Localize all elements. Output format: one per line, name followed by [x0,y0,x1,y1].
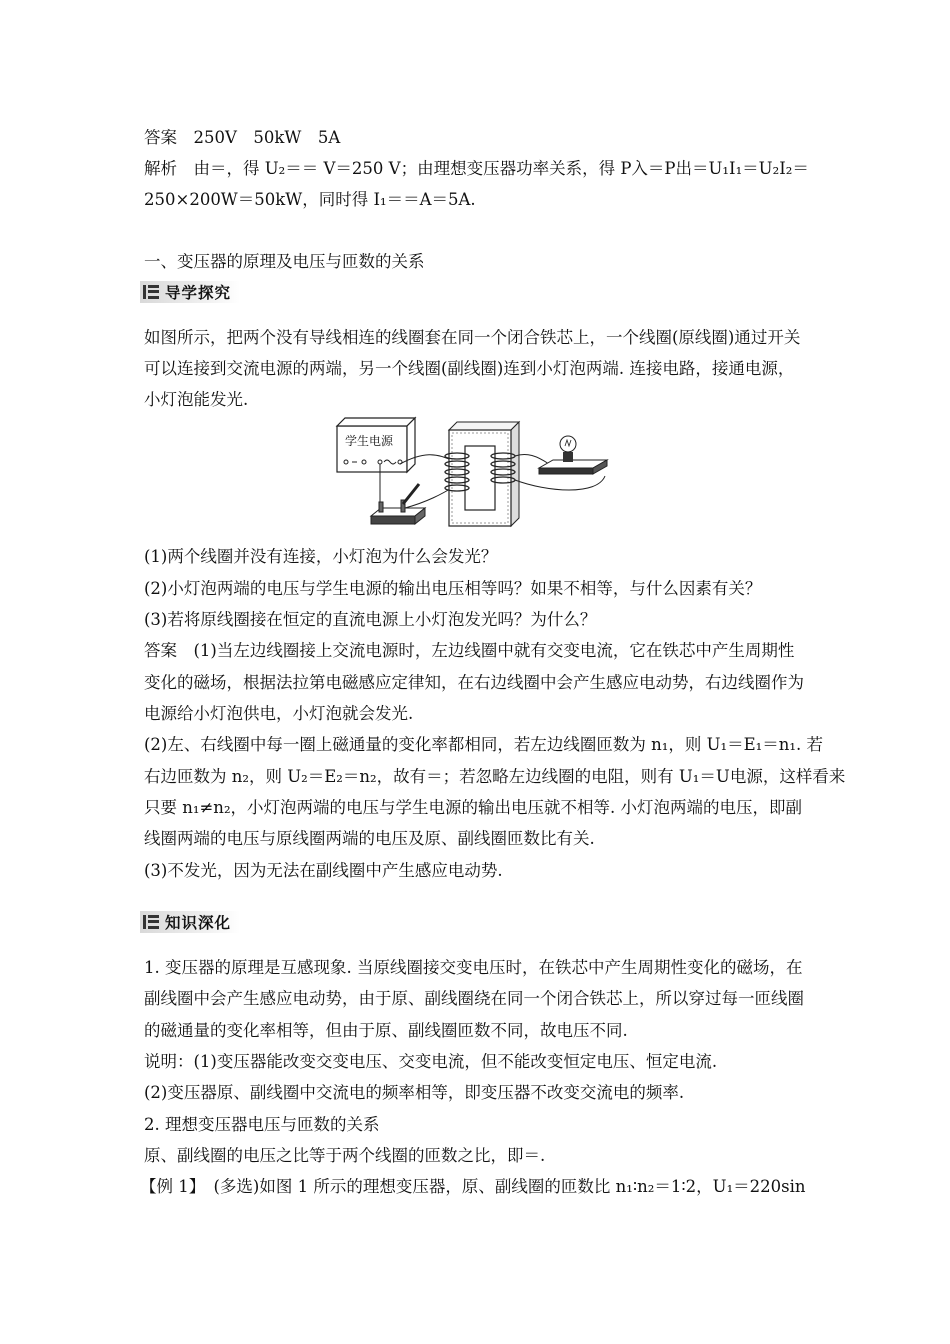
knowledge-1-line-1: 1. 变压器的原理是互感现象. 当原线圈接交变电压时，在铁芯中产生周期性变化的磁场，在 [144,958,803,977]
transformer-circuit-figure [327,412,629,538]
answer-2-line-1: (2)左、右线圈中每一圈上磁通量的变化率都相同，若左边线圈匝数为 n₁，则 U₁＝E₁＝n₁. 若 [144,735,824,754]
note-2: (2)变压器原、副线圈中交流电的频率相等，即变压器不改变交流电的频率. [144,1083,685,1102]
question-3: (3)若将原线圈接在恒定的直流电源上小灯泡发光吗？为什么？ [144,610,597,629]
lamp [539,436,607,474]
power-supply-label: 学生电源 [345,434,394,448]
analysis-line-2: 250×200W＝50kW，同时得 I₁＝＝A＝5A. [144,190,476,209]
section-bars-icon [143,915,159,929]
guide-tag-label: 导学探究 [165,284,232,302]
answer-3: (3)不发光，因为无法在副线圈中产生感应电动势. [144,861,503,880]
section-bars-icon [143,285,159,299]
student-power-supply [337,418,415,472]
iron-core [449,422,519,526]
answer-1-line-1: 答案 (1)当左边线圈接上交流电源时，左边线圈中就有交变电流，它在铁芯中产生周期性 [144,641,795,660]
guide-paragraph-3: 小灯泡能发光. [144,390,249,409]
section-heading: 一、变压器的原理及电压与匝数的关系 [144,252,425,271]
knowledge-1-line-3: 的磁通量的变化率相等，但由于原、副线圈匝数不同，故电压不同. [144,1021,628,1040]
question-1: (1)两个线圈并没有连接，小灯泡为什么会发光？ [144,547,498,566]
answer-1-line-2: 变化的磁场，根据法拉第电磁感应定律知，在右边线圈中会产生感应电动势，右边线圈作为 [144,673,804,692]
guide-tag [140,281,240,303]
guide-paragraph-2: 可以连接到交流电源的两端，另一个线圈(副线圈)连到小灯泡两端. 连接电路，接通电源， [144,359,795,378]
answer-1-line-3: 电源给小灯泡供电，小灯泡就会发光. [144,704,414,723]
knowledge-tag-label: 知识深化 [165,914,232,932]
question-2: (2)小灯泡两端的电压与学生电源的输出电压相等吗？如果不相等，与什么因素有关？ [144,579,762,598]
knowledge-1-line-2: 副线圈中会产生感应电动势，由于原、副线圈绕在同一个闭合铁芯上，所以穿过每一匝线圈 [144,989,804,1008]
knowledge-2-title: 2. 理想变压器电压与匝数的关系 [144,1115,380,1134]
answer-2-line-2: 右边匝数为 n₂，则 U₂＝E₂＝n₂，故有＝；若忽略左边线圈的电阻，则有 U₁＝U电源，这样看来 [144,767,846,786]
answer-2-line-3: 只要 n₁≠n₂，小灯泡两端的电压与学生电源的输出电压就不相等. 小灯泡两端的电压，即副 [144,798,803,817]
example-1: 【例 1】 (多选)如图 1 所示的理想变压器，原、副线圈的匝数比 n₁∶n₂＝1∶2，U₁＝220sin [140,1177,806,1196]
answer-line: 答案 250V 50kW 5A [144,128,341,147]
note-1: 说明：(1)变压器能改变交变电压、交变电流，但不能改变恒定电压、恒定电流. [144,1052,718,1071]
knowledge-2-body: 原、副线圈的电压之比等于两个线圈的匝数之比，即＝. [144,1146,546,1165]
knowledge-tag [140,911,240,933]
guide-paragraph-1: 如图所示，把两个没有导线相连的线圈套在同一个闭合铁芯上，一个线圈(原线圈)通过开关 [144,328,801,347]
answer-2-line-4: 线圈两端的电压与原线圈两端的电压及原、副线圈匝数比有关. [144,829,595,848]
analysis-line-1: 解析 由＝，得 U₂＝＝ V＝250 V；由理想变压器功率关系，得 P入＝P出＝U₁I₁＝U₂I₂＝ [144,159,809,178]
